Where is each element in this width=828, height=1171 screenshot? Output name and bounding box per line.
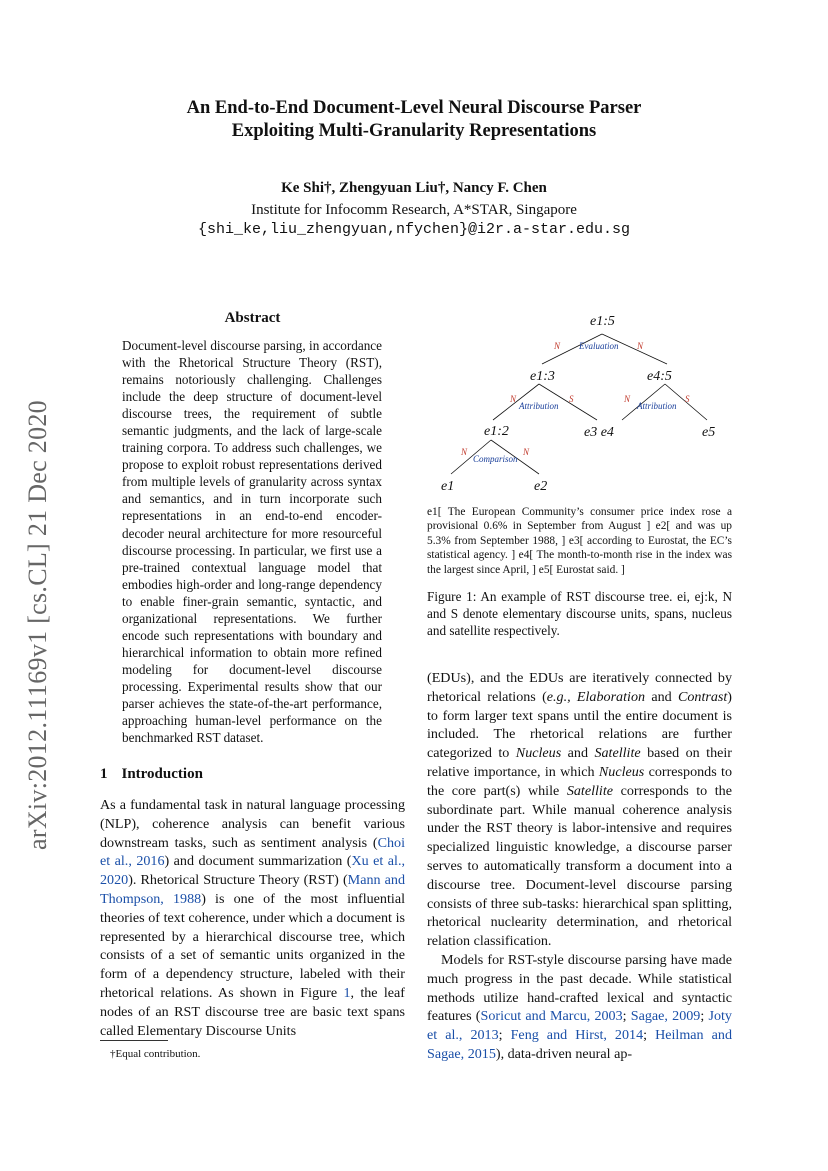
body-text: Contrast [677,688,728,705]
body-text: based on their relative importance, in which [427,745,732,780]
section-heading [100,766,203,783]
figure-ref-link[interactable]: 1 [343,984,351,1001]
body-text: and [561,745,595,762]
intro-text: As a fundamental task in natural language processing (NLP), coherence analysis can benefit various downstream tasks, such as sentiment analysis ( [100,797,405,851]
body-text: ; [622,1008,631,1025]
citation-link[interactable]: Sagae, 2009 [630,1008,701,1025]
body-text: ; [498,1027,511,1044]
node-e45: e4:5 [647,369,672,384]
affiliation: Institute for Infocomm Research, A*STAR, Singapore [251,202,577,218]
intro-text: ) and document summarization ( [164,853,352,870]
citation-link[interactable]: Feng and Hirst, 2014 [510,1027,644,1044]
body-text: (EDUs), and the EDUs are iteratively connected by rhetorical relations ( [427,670,732,705]
footnote: †Equal contribution. [110,1048,201,1060]
abstract-text: Document-level discourse parsing, in accordance with the Rhetorical Structure Theory (RST), remains notoriously challenging. Challenges include the deep structure of document-level discourse trees, the requirement of subtle semantic judgments, and the lack of large-scale training corpora. To address such challenges, we propose to exploit robust representations derived from multiple levels of granularity across syntax and semantics, and in turn incorporate such representations in an end-to-end encoder-decoder neural architecture for more resourceful discourse processing. In particular, we first use a pre-trained contextual language model that embodies high-order and long-range dependency to enable finer-grain semantic, syntactic, and organizational representations. We further encode such representations with boundary and hierarchical information to obtain more refined modeling for document-level discourse processing. Experimental results show that our parser achieves the state-of-the-art performance, approaching human-level performance on the benchmarked RST dataset. [122,338,382,746]
author-email: {shi_ke,liu_zhengyuan,nfychen}@i2r.a-star.edu.sg [197,221,631,238]
body-text: Satellite [594,745,641,762]
abstract-heading: Abstract [224,310,281,326]
node-e1: e1 [441,479,455,494]
body-text: Nucleus [515,745,562,762]
nuclearity-label: N [624,394,631,404]
body-text: Nucleus [598,763,645,780]
intro-text: ). Rhetorical Structure Theory (RST) ( [128,872,348,889]
body-text: e.g., Elaboration [546,688,646,705]
nuclearity-label: N [637,341,644,351]
footnote-rule [100,1040,168,1041]
rst-tree-figure [427,312,732,497]
citation-link[interactable]: Joty et al., 2013 [427,1008,732,1044]
node-e13: e1:3 [530,369,555,384]
node-e5: e5 [702,425,716,440]
paper-title [0,97,828,143]
relation-label: Evaluation [579,341,619,351]
relation-label: Attribution [637,401,677,411]
intro-text: ) is one of the most influential theories of text coherence, under which a document is represented by a hierarchical discourse tree, which consists of a set of semantic units organized in the form of a dependency structure, labeled with their rhetorical relations. As shown in Figure [100,890,405,1001]
right-column [427,669,732,1064]
body-text: ; [643,1027,656,1044]
right-paragraph-2 [427,951,732,1064]
nuclearity-label: S [569,394,574,404]
node-e12: e1:2 [484,424,509,439]
nuclearity-label: N [461,447,468,457]
node-e3e4: e3 e4 [584,425,614,440]
citation-link[interactable]: Heilman and Sagae, 2015 [427,1027,732,1062]
citation-link[interactable]: Choi et al., 2016 [100,834,405,870]
caption-label: Figure 1: [427,589,477,604]
body-text: and [645,688,678,705]
body-text: Satellite [566,782,614,799]
citation-link[interactable]: Soricut and Marcu, 2003 [480,1008,623,1025]
citation-link[interactable]: Mann and Thompson, 1988 [100,872,405,907]
relation-label: Comparison [473,454,518,464]
arxiv-id: arXiv:2012.11169v1 [cs.CL] 21 Dec 2020 [23,400,52,850]
title-line-1: An End-to-End Document-Level Neural Discourse Parser [186,98,642,118]
figure-caption [427,588,732,639]
arxiv-sidebar [18,365,58,885]
nuclearity-label: S [685,394,690,404]
section-number: 1 [100,766,108,782]
body-text: ), data-driven neural ap- [495,1045,633,1062]
author-names: Ke Shi†, Zhengyuan Liu†, Nancy F. Chen [281,180,547,196]
body-text: ; [700,1008,709,1025]
body-text: Models for RST-style discourse parsing have made much progress in the past decade. While statistical methods utilize hand-crafted lexical and syntactic features ( [427,951,732,1025]
nuclearity-label: N [510,394,517,404]
node-e15: e1:5 [590,314,615,329]
relation-label: Attribution [519,401,559,411]
intro-paragraph [100,796,405,1040]
title-line-2: Exploiting Multi-Granularity Representations [231,121,597,141]
body-text: ) to form larger text spans until the entire document is included. The rhetorical relations are further categorized to [427,688,732,762]
intro-text: , the leaf nodes of an RST discourse tree are basic text spans called Elementary Discourse Units [100,984,405,1039]
citation-link[interactable]: Xu et al., 2020 [100,853,405,889]
node-e2: e2 [534,479,548,494]
body-text: corresponds to the core part(s) while [427,763,732,799]
body-text: corresponds to the subordinate part. While manual coherence analysis under the RST theory is labor-intensive and requires specialized linguistic knowledge, a discourse parser serves to automatically transform a document into a discourse tree. Document-level discourse parsing consists of three sub-tasks: hierarchical span splitting, rhetorical nuclearity determination, and rhetorical relation classification. [427,782,732,950]
nuclearity-label: N [554,341,561,351]
caption-text: An example of RST discourse tree. ei, ej:k, N and S denote elementary discourse units, spans, nucleus and satellite respectively. [427,589,732,638]
section-title: Introduction [121,766,203,782]
nuclearity-label: N [523,447,530,457]
figure-edu-text: e1[ The European Community’s consumer price index rose a provisional 0.6% in September from August ] e2[ and was up 5.3% from September 1988, ] e3[ according to Eurostat, the EC’s statistical agency. ] e4[ The month-to-month rise in the index was the largest since April, ] e5[ Eurostat said. ] [427,506,732,576]
right-paragraph-1 [427,669,732,951]
